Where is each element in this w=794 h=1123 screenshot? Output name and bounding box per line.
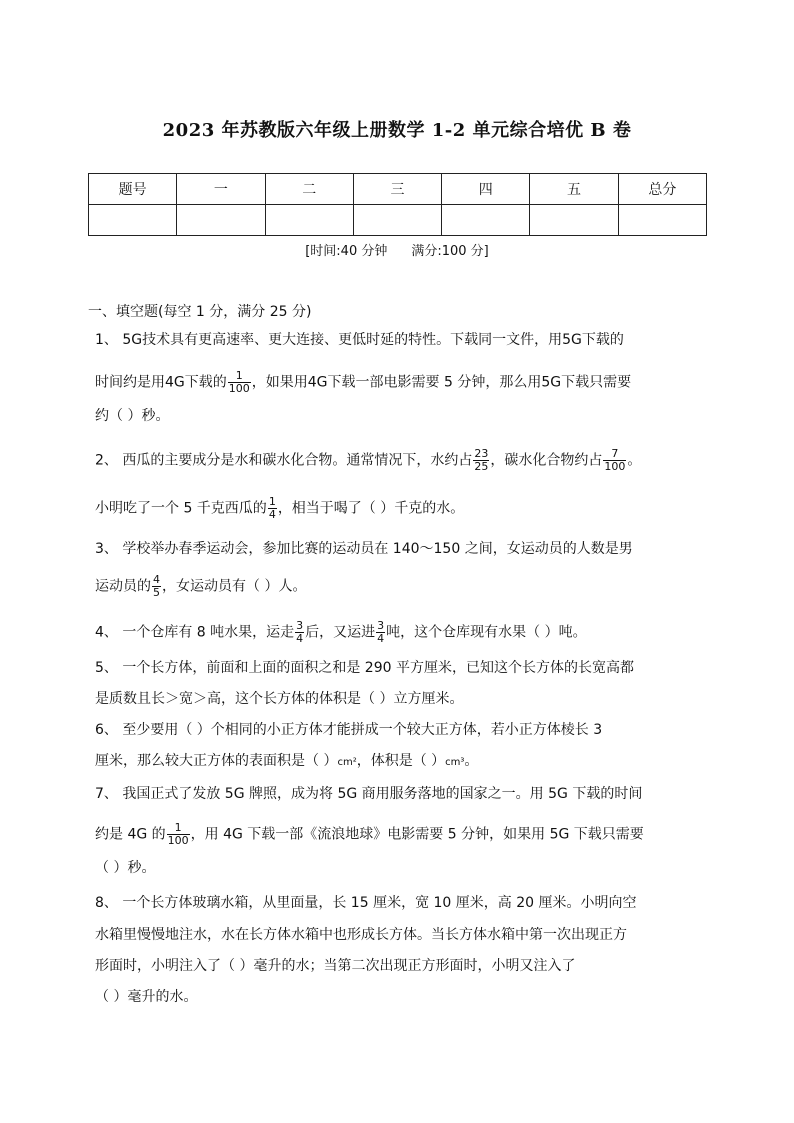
fraction: [295, 620, 304, 645]
score-table: [88, 173, 707, 236]
question-text: 运动员的: [95, 578, 151, 595]
score-header-cell: 二: [265, 174, 353, 205]
unit-cm3: cm³: [445, 757, 465, 768]
score-blank-cell[interactable]: [89, 205, 177, 236]
score-table-header-row: [89, 174, 707, 205]
question-text: ，如果用4G下载一部电影需要 5 分钟，那么用5G下载只需要: [251, 374, 632, 391]
fraction: [473, 448, 489, 473]
score-header-cell: 一: [177, 174, 265, 205]
question-text: 时间约是用4G下载的: [95, 374, 227, 391]
question-text: ，女运动员有（ ）人。: [162, 578, 307, 595]
score-header-cell: 三: [353, 174, 441, 205]
fraction-numerator: 3: [296, 619, 304, 632]
question-6-line-1: 6、 至少要用（ ）个相同的小正方体才能拼成一个较大正方体，若小正方体棱长 3: [95, 722, 603, 738]
question-text: 。: [464, 753, 479, 769]
question-text: ，相当于喝了（ ）千克的水。: [277, 500, 465, 517]
question-3-line-2: [95, 574, 306, 599]
score-header-cell: 四: [442, 174, 530, 205]
score-blank-cell[interactable]: [353, 205, 441, 236]
fraction-denominator: 4: [296, 632, 304, 645]
score-blank-cell[interactable]: [177, 205, 265, 236]
question-8-line-2: 水箱里慢慢地注水，水在长方体水箱中也形成长方体。当长方体水箱中第一次出现正方: [95, 927, 627, 943]
question-7-line-3: （ ）秒。: [95, 860, 156, 876]
fraction-numerator: 1: [167, 822, 190, 835]
question-text: 后，又运进: [305, 624, 376, 641]
question-1-line-2: [95, 370, 631, 395]
fraction-denominator: 4: [377, 632, 385, 645]
question-5-line-1: 5、 一个长方体，前面和上面的面积之和是 290 平方厘米，已知这个长方体的长宽高都: [95, 660, 634, 676]
question-text: 2、 西瓜的主要成分是水和碳水化合物。通常情况下，水约占: [95, 452, 473, 469]
question-2-line-1: [95, 448, 641, 473]
fraction-denominator: 5: [153, 586, 160, 599]
fraction: [228, 370, 251, 395]
page-title: 2023 年苏教版六年级上册数学 1-2 单元综合培优 B 卷: [162, 120, 632, 141]
question-2-line-2: [95, 496, 464, 521]
question-8-line-1: 8、 一个长方体玻璃水箱，从里面量，长 15 厘米，宽 10 厘米，高 20 厘米。小明向空: [95, 895, 637, 911]
score-table-blank-row: [89, 205, 707, 236]
question-text: 吨，这个仓库现有水果（ ）吨。: [386, 624, 587, 641]
question-text: 小明吃了一个 5 千克西瓜的: [95, 500, 267, 517]
question-text: ，用 4G 下载一部《流浪地球》电影需要 5 分钟，如果用 5G 下载只需要: [190, 826, 644, 843]
fraction: [152, 574, 161, 599]
score-header-cell: 题号: [89, 174, 177, 205]
exam-total-score: 满分:100 分]: [411, 244, 489, 259]
score-blank-cell[interactable]: [618, 205, 706, 236]
fraction-numerator: 3: [377, 619, 385, 632]
score-blank-cell[interactable]: [265, 205, 353, 236]
fraction: [603, 448, 626, 473]
unit-cm2: cm²: [337, 757, 357, 768]
fraction-numerator: 4: [153, 573, 160, 586]
question-text: ，碳水化合物约占: [490, 452, 603, 469]
score-blank-cell[interactable]: [442, 205, 530, 236]
fraction-numerator: 1: [268, 495, 276, 508]
question-5-line-2: 是质数且长＞宽＞高，这个长方体的体积是（ ）立方厘米。: [95, 691, 464, 707]
question-text: ，体积是（ ）: [356, 753, 446, 769]
fraction: [167, 822, 190, 847]
fraction-numerator: 1: [228, 370, 251, 383]
fraction: [268, 496, 277, 521]
question-3-line-1: 3、 学校举办春季运动会，参加比赛的运动员在 140～150 之间，女运动员的人数是男: [95, 541, 633, 557]
exam-time-info: [0, 240, 794, 259]
question-7-line-2: [95, 822, 644, 847]
question-6-line-2: [95, 751, 478, 773]
fraction-denominator: 4: [268, 508, 276, 521]
question-8-line-3: 形面时，小明注入了（ ）毫升的水；当第二次出现正方形面时，小明又注入了: [95, 958, 576, 974]
question-text: 4、 一个仓库有 8 吨水果，运走: [95, 624, 295, 641]
question-7-line-1: 7、 我国正式了发放 5G 牌照，成为将 5G 商用服务落地的国家之一。用 5G 下载的时间: [95, 786, 643, 802]
exam-time: [时间:40 分钟: [305, 244, 388, 259]
fraction-numerator: 7: [603, 448, 626, 461]
fraction-numerator: 23: [474, 447, 489, 460]
question-text: 约是 4G 的: [95, 826, 166, 843]
fraction: [376, 620, 385, 645]
question-text: 。: [627, 452, 642, 469]
question-1-line-3: 约（ ）秒。: [95, 408, 170, 424]
fraction-denominator: 100: [228, 382, 250, 395]
fraction-denominator: 100: [604, 460, 626, 473]
question-text: 厘米，那么较大正方体的表面积是（ ）: [95, 753, 338, 769]
fraction-denominator: 25: [474, 460, 489, 473]
score-blank-cell[interactable]: [530, 205, 618, 236]
score-header-cell: 总分: [618, 174, 706, 205]
section-1-title: 一、填空题(每空 1 分，满分 25 分): [88, 304, 312, 320]
question-4-line-1: [95, 620, 587, 645]
score-header-cell: 五: [530, 174, 618, 205]
fraction-denominator: 100: [167, 834, 189, 847]
question-1-line-1: 1、 5G技术具有更高速率、更大连接、更低时延的特性。下载同一文件，用5G下载的: [95, 332, 624, 348]
question-8-line-4: （ ）毫升的水。: [95, 989, 198, 1005]
